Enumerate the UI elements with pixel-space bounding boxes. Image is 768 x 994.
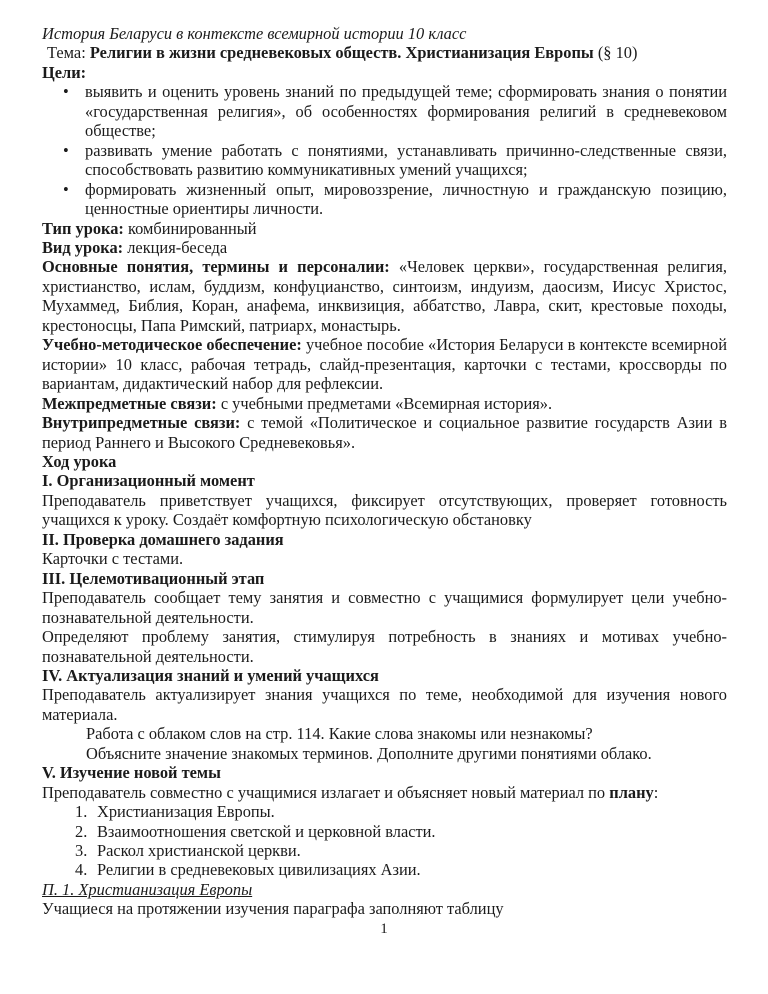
intersubject-text: с учебными предметами «Всемирная история». [220,393,553,413]
intersubject-label: Межпредметные связи: [42,393,217,413]
plan-item-number: 4. [75,860,88,880]
plan-item [42,822,727,841]
bullet-icon: • [63,140,69,160]
intrasubject-label: Внутрипредметные связи: [42,413,241,433]
stage-1-paragraph: Преподаватель приветствует учащихся, фиксирует отсутствующих, проверяет готовность учащихся к уроку. Создаёт комфортную психологическую обстановку [42,490,727,530]
stage-4-heading: IV. Актуализация знаний и умений учащихся [42,665,379,685]
goals-heading: Цели: [42,62,87,82]
running-header: История Беларуси в контексте всемирной истории 10 класс [42,24,467,43]
intrasubject-paragraph [42,413,727,452]
stage-5-heading: V. Изучение новой темы [42,763,221,783]
stage-1-heading: I. Организационный момент [42,471,255,491]
plan-item-text: Взаимоотношения светской и церковной власти. [97,821,436,841]
plan-item-text: Христианизация Европы. [97,802,275,822]
plan-item-text: Религии в средневековых цивилизациях Азии. [97,860,421,880]
lesson-kind-value: лекция-беседа [127,237,228,257]
stage-4-paragraph: Преподаватель актуализирует знания учащихся по теме, необходимой для изучения нового материала. [42,685,727,724]
stage-2-paragraph: Карточки с тестами. [42,549,184,569]
course-heading: Ход урока [42,451,117,471]
intersubject-paragraph [42,394,727,413]
goal-text: развивать умение работать с понятиями, устанавливать причинно-следственные связи, способствовать развитию коммуникативных умений учащихся; [85,140,727,180]
goal-item [42,180,727,219]
plan-item-number: 2. [75,821,88,841]
plan-item [42,841,727,860]
lesson-kind-label: Вид урока: [42,237,124,257]
topic-suffix: (§ 10) [597,43,638,63]
stage-5-intro-prefix: Преподаватель совместно с учащимися излагает и объясняет новый материал по [42,782,606,802]
stage-3-heading: III. Целемотивационный этап [42,568,265,588]
page-number: 1 [380,921,388,937]
intrasubject-text: с темой «Политическое и социальное развитие государств Азии в период Раннего и Высокого Средневековья». [42,413,727,452]
stage-5-intro [42,783,727,802]
stage-5-intro-plan-word: плану [609,782,654,802]
goal-item [42,141,727,180]
resources-text: учебное пособие «История Беларуси в контексте всемирной истории» 10 класс, рабочая тетрадь, слайд-презентация, карточки с тестами, кроссворды по вариантам, дидактический набор для рефлексии. [42,335,727,394]
concepts-text: «Человек церкви», государственная религия, христианство, ислам, буддизм, конфуцианство, синтоизм, индуизм, даосизм, Иисус Христос, Мухаммед, Библия, Коран, анафема, инквизиция, аббатство, Лавра, скит, крестовые походы, крестоносцы, Папа Римский, патриарх, монастырь. [42,257,727,335]
bullet-icon: • [63,179,69,199]
plan-item [42,860,727,879]
stage-4-question-2: Объясните значение знакомых терминов. Дополните другими понятиями облако. [86,743,652,763]
lesson-type-value: комбинированный [127,218,257,238]
concepts-paragraph [42,257,727,335]
concepts-label: Основные понятия, термины и персоналии: [42,257,390,277]
lesson-type-line [42,219,727,238]
plan-item-number: 3. [75,841,88,861]
bullet-icon: • [63,82,69,102]
topic-title: Религии в жизни средневековых обществ. Христианизация Европы [89,43,594,63]
lesson-type-label: Тип урока: [42,218,124,238]
plan-item-text: Раскол христианской церкви. [97,841,301,861]
goal-text: выявить и оценить уровень знаний по предыдущей теме; сформировать знания о понятии «государственная религия», об особенностях формирования религий в средневековом обществе; [85,82,727,141]
stage-3-paragraph-2: Определяют проблему занятия, стимулируя потребность в знаниях и мотивах учебно-познавательной деятельности. [42,627,727,666]
topic-label: Тема: [47,43,86,63]
stage-2-heading: II. Проверка домашнего задания [42,529,284,549]
stage-4-question-1: Работа с облаком слов на стр. 114. Какие слова знакомы или незнакомы? [86,724,593,744]
stage-5-intro-suffix: : [653,782,659,802]
goal-text: формировать жизненный опыт, мировоззрение, личностную и гражданскую позицию, ценностные ориентиры личности. [85,179,727,219]
resources-paragraph [42,335,727,393]
goal-item [42,82,727,140]
resources-label: Учебно-методическое обеспечение: [42,335,302,355]
plan-item-number: 1. [75,802,88,822]
lesson-kind-line [42,238,727,257]
plan-item [42,802,727,821]
stage-3-paragraph-1: Преподаватель сообщает тему занятия и совместно с учащимися формулирует цели учебно-познавательной деятельности. [42,588,727,627]
point-1-heading: П. 1. Христианизация Европы [42,879,253,899]
topic-line [42,43,727,62]
point-1-body: Учащиеся на протяжении изучения параграфа заполняют таблицу [42,899,504,919]
